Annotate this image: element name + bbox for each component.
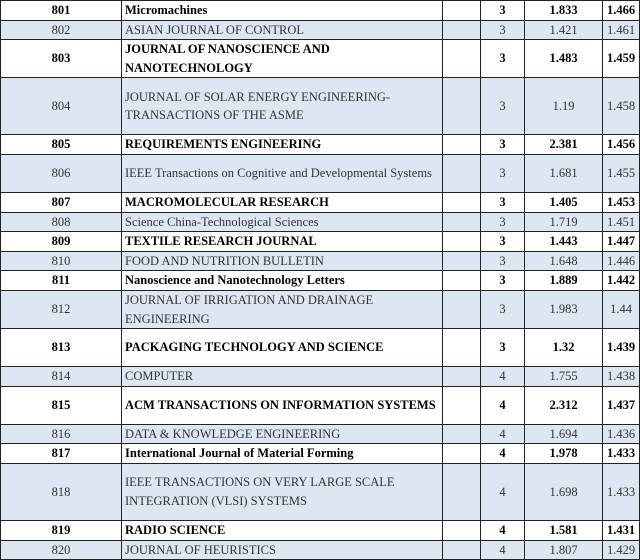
five-year-impact-factor-cell: 1.446	[603, 251, 640, 271]
blank-cell	[443, 135, 481, 155]
table-row	[1, 232, 640, 252]
five-year-impact-factor-cell: 1.455	[603, 154, 640, 192]
five-year-impact-factor-cell: 1.433	[603, 463, 640, 520]
impact-factor-cell: 1.581	[525, 520, 603, 540]
table-row	[1, 520, 640, 540]
journal-title-cell: Nanoscience and Nanotechnology Letters	[122, 271, 443, 291]
journal-title-cell: IEEE TRANSACTIONS ON VERY LARGE SCALE INTEGRATION (VLSI) SYSTEMS	[122, 463, 443, 520]
journal-title-cell: JOURNAL OF IRRIGATION AND DRAINAGE ENGINEERING	[122, 290, 443, 328]
rank-cell: 816	[1, 424, 122, 444]
journal-title-cell: Micromachines	[122, 1, 443, 21]
five-year-impact-factor-cell: 1.436	[603, 424, 640, 444]
rank-cell: 817	[1, 444, 122, 464]
five-year-impact-factor-cell: 1.438	[603, 367, 640, 387]
rank-cell: 819	[1, 520, 122, 540]
five-year-impact-factor-cell: 1.437	[603, 386, 640, 424]
rank-cell: 805	[1, 135, 122, 155]
table-row	[1, 386, 640, 424]
blank-cell	[443, 463, 481, 520]
blank-cell	[443, 20, 481, 40]
impact-factor-cell: 1.405	[525, 192, 603, 212]
five-year-impact-factor-cell: 1.433	[603, 444, 640, 464]
blank-cell	[443, 386, 481, 424]
five-year-impact-factor-cell: 1.466	[603, 1, 640, 21]
five-year-impact-factor-cell: 1.442	[603, 271, 640, 291]
quartile-cell: 4	[481, 444, 525, 464]
journal-title-cell: FOOD AND NUTRITION BULLETIN	[122, 251, 443, 271]
rank-cell: 813	[1, 329, 122, 367]
blank-cell	[443, 520, 481, 540]
impact-factor-cell: 1.983	[525, 290, 603, 328]
impact-factor-cell: 1.833	[525, 1, 603, 21]
table-row	[1, 444, 640, 464]
quartile-cell: 3	[481, 1, 525, 21]
quartile-cell: 4	[481, 386, 525, 424]
table-row	[1, 290, 640, 328]
five-year-impact-factor-cell: 1.459	[603, 40, 640, 78]
impact-factor-cell: 1.719	[525, 212, 603, 232]
blank-cell	[443, 424, 481, 444]
table-row	[1, 78, 640, 135]
impact-factor-cell: 1.889	[525, 271, 603, 291]
journal-title-cell: RADIO SCIENCE	[122, 520, 443, 540]
quartile-cell: 3	[481, 135, 525, 155]
journal-title-cell: MACROMOLECULAR RESEARCH	[122, 192, 443, 212]
journal-title-cell: PACKAGING TECHNOLOGY AND SCIENCE	[122, 329, 443, 367]
impact-factor-cell: 1.19	[525, 78, 603, 135]
quartile-cell: 3	[481, 192, 525, 212]
table-row	[1, 154, 640, 192]
impact-factor-cell: 1.32	[525, 329, 603, 367]
five-year-impact-factor-cell: 1.453	[603, 192, 640, 212]
blank-cell	[443, 78, 481, 135]
journal-title-cell: JOURNAL OF SOLAR ENERGY ENGINEERING-TRANSACTIONS OF THE ASME	[122, 78, 443, 135]
quartile-cell: 3	[481, 78, 525, 135]
table-row	[1, 271, 640, 291]
five-year-impact-factor-cell: 1.429	[603, 540, 640, 560]
five-year-impact-factor-cell: 1.447	[603, 232, 640, 252]
impact-factor-cell: 1.698	[525, 463, 603, 520]
journal-title-cell: TEXTILE RESEARCH JOURNAL	[122, 232, 443, 252]
quartile-cell: 3	[481, 251, 525, 271]
rank-cell: 806	[1, 154, 122, 192]
rank-cell: 810	[1, 251, 122, 271]
quartile-cell: 3	[481, 20, 525, 40]
table-row	[1, 424, 640, 444]
impact-factor-cell: 1.681	[525, 154, 603, 192]
journal-title-cell: Science China-Technological Sciences	[122, 212, 443, 232]
quartile-cell: 4	[481, 367, 525, 387]
impact-factor-cell: 2.312	[525, 386, 603, 424]
journal-title-cell: COMPUTER	[122, 367, 443, 387]
rank-cell: 807	[1, 192, 122, 212]
blank-cell	[443, 367, 481, 387]
impact-factor-cell: 1.694	[525, 424, 603, 444]
quartile-cell: 3	[481, 212, 525, 232]
rank-cell: 803	[1, 40, 122, 78]
journal-title-cell: International Journal of Material Forming	[122, 444, 443, 464]
table-row	[1, 192, 640, 212]
impact-factor-cell: 1.807	[525, 540, 603, 560]
rank-cell: 814	[1, 367, 122, 387]
quartile-cell: 3	[481, 329, 525, 367]
journal-title-cell: JOURNAL OF HEURISTICS	[122, 540, 443, 560]
impact-factor-cell: 1.483	[525, 40, 603, 78]
five-year-impact-factor-cell: 1.431	[603, 520, 640, 540]
impact-factor-cell: 1.755	[525, 367, 603, 387]
five-year-impact-factor-cell: 1.439	[603, 329, 640, 367]
quartile-cell: 4	[481, 463, 525, 520]
blank-cell	[443, 290, 481, 328]
impact-factor-cell: 1.978	[525, 444, 603, 464]
impact-factor-cell: 2.381	[525, 135, 603, 155]
rank-cell: 818	[1, 463, 122, 520]
journal-title-cell: REQUIREMENTS ENGINEERING	[122, 135, 443, 155]
five-year-impact-factor-cell: 1.451	[603, 212, 640, 232]
quartile-cell: 4	[481, 424, 525, 444]
rank-cell: 820	[1, 540, 122, 560]
quartile-cell: 3	[481, 154, 525, 192]
table-row	[1, 463, 640, 520]
blank-cell	[443, 40, 481, 78]
table-row	[1, 540, 640, 560]
quartile-cell: 3	[481, 290, 525, 328]
quartile-cell: 3	[481, 271, 525, 291]
rank-cell: 811	[1, 271, 122, 291]
blank-cell	[443, 212, 481, 232]
quartile-cell: 4	[481, 540, 525, 560]
blank-cell	[443, 192, 481, 212]
journal-title-cell: IEEE Transactions on Cognitive and Developmental Systems	[122, 154, 443, 192]
blank-cell	[443, 329, 481, 367]
table-row	[1, 212, 640, 232]
rank-cell: 808	[1, 212, 122, 232]
rank-cell: 809	[1, 232, 122, 252]
table-row	[1, 40, 640, 78]
blank-cell	[443, 251, 481, 271]
journal-title-cell: DATA & KNOWLEDGE ENGINEERING	[122, 424, 443, 444]
rank-cell: 802	[1, 20, 122, 40]
quartile-cell: 4	[481, 520, 525, 540]
table-row	[1, 329, 640, 367]
table-row	[1, 20, 640, 40]
journal-title-cell: ACM TRANSACTIONS ON INFORMATION SYSTEMS	[122, 386, 443, 424]
blank-cell	[443, 444, 481, 464]
five-year-impact-factor-cell: 1.461	[603, 20, 640, 40]
five-year-impact-factor-cell: 1.456	[603, 135, 640, 155]
rank-cell: 815	[1, 386, 122, 424]
rank-cell: 804	[1, 78, 122, 135]
table-row	[1, 1, 640, 21]
table-row	[1, 135, 640, 155]
five-year-impact-factor-cell: 1.44	[603, 290, 640, 328]
quartile-cell: 3	[481, 40, 525, 78]
table-row	[1, 367, 640, 387]
journal-title-cell: ASIAN JOURNAL OF CONTROL	[122, 20, 443, 40]
table-row	[1, 251, 640, 271]
blank-cell	[443, 232, 481, 252]
impact-factor-cell: 1.648	[525, 251, 603, 271]
impact-factor-cell: 1.443	[525, 232, 603, 252]
table-body	[1, 1, 640, 560]
quartile-cell: 3	[481, 232, 525, 252]
blank-cell	[443, 540, 481, 560]
rank-cell: 812	[1, 290, 122, 328]
blank-cell	[443, 1, 481, 21]
rank-cell: 801	[1, 1, 122, 21]
five-year-impact-factor-cell: 1.458	[603, 78, 640, 135]
blank-cell	[443, 271, 481, 291]
blank-cell	[443, 154, 481, 192]
journal-title-cell: JOURNAL OF NANOSCIENCE AND NANOTECHNOLOGY	[122, 40, 443, 78]
impact-factor-cell: 1.421	[525, 20, 603, 40]
